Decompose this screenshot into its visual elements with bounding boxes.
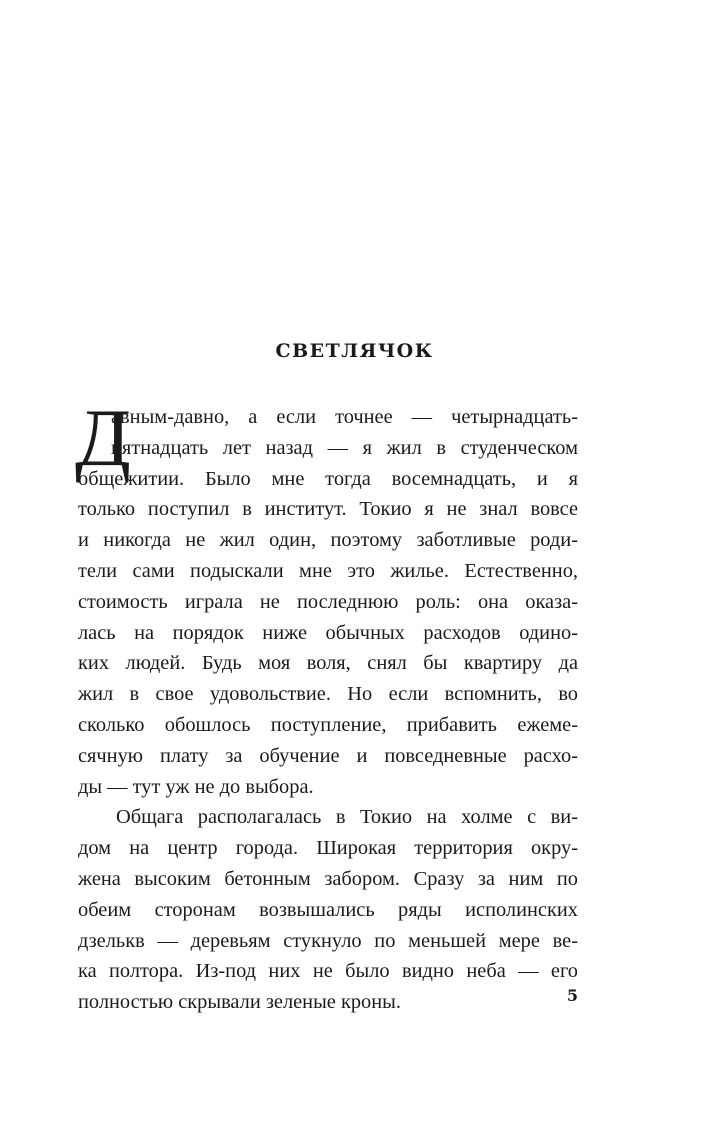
text-line: обеим сторонам возвышались ряды исполинских: [78, 898, 578, 921]
text-line: сколько обошлось поступление, прибавить ежеме-: [78, 713, 578, 736]
text-line: жена высоким бетонным забором. Сразу за ним по: [78, 867, 578, 890]
page-number: 5: [566, 986, 578, 1005]
text-line: только поступил в институт. Токио я не знал вовсе: [78, 498, 578, 521]
text-line: авным-давно, а если точнее — четырнадцать-: [111, 406, 578, 428]
drop-cap: Д: [75, 392, 131, 483]
text-line: ких людей. Будь моя воля, снял бы квартиру да: [78, 652, 578, 675]
text-line: и никогда не жил один, поэтому заботливые роди-: [78, 529, 578, 552]
text-line: ка полтора. Из-под них не было видно неба — его: [78, 960, 578, 983]
text-line: стоимость играла не последнюю роль: она оказа-: [78, 590, 578, 613]
body-text: [75, 392, 578, 1018]
text-line: дом на центр города. Широкая территория окру-: [78, 837, 578, 860]
text-line: пятнадцать лет назад — я жил в студенческом: [111, 436, 578, 459]
text-line: сячную плату за обучение и повседневные расхо-: [78, 744, 578, 767]
text-line: полностью скрывали зеленые кроны.: [78, 991, 401, 1014]
chapter-title: СВЕТЛЯЧОК: [275, 340, 434, 362]
text-line: ды — тут уж не до выбора.: [78, 775, 314, 798]
text-line: общежитии. Было мне тогда восемнадцать, и я: [78, 467, 578, 490]
text-line: Общага располагалась в Токио на холме с ви-: [116, 806, 578, 829]
text-line: дзелькв — деревьям стукнуло по меньшей мере ве-: [78, 929, 578, 952]
text-line: жил в свое удовольствие. Но если вспомнить, во: [78, 683, 578, 706]
text-line: лась на порядок ниже обычных расходов одино-: [78, 621, 578, 644]
text-line: тели сами подыскали мне это жилье. Естественно,: [78, 559, 578, 582]
